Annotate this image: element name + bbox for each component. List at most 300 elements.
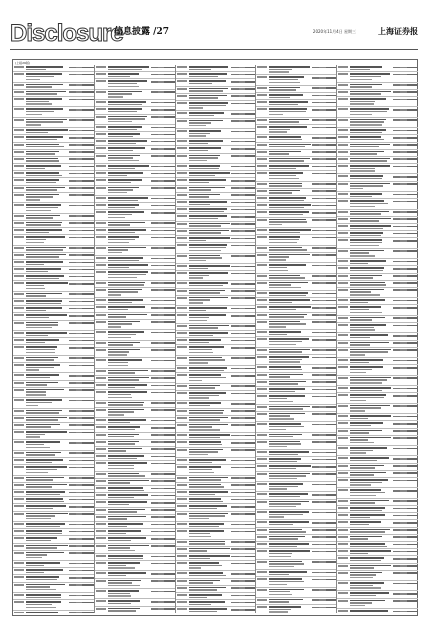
row-text [108, 480, 149, 482]
row-text [189, 454, 208, 455]
row-text [350, 144, 390, 146]
row-cell [407, 515, 418, 517]
row-text [269, 299, 309, 301]
row-text [177, 513, 187, 515]
table-row [95, 461, 176, 471]
row-text [26, 196, 53, 197]
row-text [269, 331, 301, 333]
table-row [337, 348, 418, 358]
row-text [269, 426, 303, 427]
row-text [269, 538, 298, 539]
row-text [338, 600, 348, 602]
row-cell [407, 448, 418, 450]
row-text [350, 536, 382, 538]
row-text [189, 580, 221, 582]
row-text [269, 136, 301, 138]
table-row [176, 146, 257, 153]
row-text [269, 153, 289, 154]
row-text [108, 384, 147, 386]
row-text [108, 187, 139, 189]
row-text [26, 217, 53, 218]
row-text [189, 437, 220, 438]
table-row [95, 235, 176, 245]
table-row [176, 94, 257, 101]
row-text [189, 410, 224, 412]
table-row [176, 139, 257, 146]
row-text [14, 229, 24, 231]
row-text [96, 572, 106, 574]
table-row [13, 97, 94, 107]
table-row [13, 274, 94, 281]
row-text [189, 204, 211, 205]
row-text [108, 600, 140, 602]
row-text [338, 193, 348, 195]
row-text [26, 66, 63, 68]
table-row [176, 79, 257, 86]
table-row [95, 348, 176, 358]
row-text [350, 567, 374, 568]
row-cell [82, 283, 93, 285]
row-text [108, 207, 135, 208]
table-row [256, 560, 337, 570]
row-text [269, 556, 291, 557]
row-text [14, 530, 24, 532]
row-text [189, 187, 226, 189]
table-row [13, 135, 94, 142]
row-text [108, 126, 143, 128]
row-text [177, 441, 187, 443]
row-text [14, 247, 24, 249]
row-text [96, 441, 106, 443]
row-text [108, 504, 129, 505]
row-text [269, 101, 307, 103]
table-row [256, 549, 337, 559]
row-text [269, 546, 297, 547]
table-row [176, 331, 257, 338]
row-text [350, 196, 372, 197]
row-text [177, 580, 187, 582]
row-text [350, 306, 381, 308]
row-text [26, 547, 57, 548]
row-text [108, 155, 140, 157]
row-text [257, 451, 267, 453]
table-row [176, 440, 257, 447]
row-text [269, 369, 302, 370]
row-cell [82, 130, 93, 132]
table-row [13, 568, 94, 575]
row-text [189, 165, 221, 167]
table-row [176, 193, 257, 200]
row-text [189, 97, 219, 98]
disclosure-table [12, 59, 418, 616]
row-text [189, 567, 202, 568]
table-row [256, 337, 337, 347]
row-text [177, 548, 187, 550]
row-text [269, 89, 295, 90]
row-text [14, 108, 24, 110]
row-text [189, 327, 218, 328]
table-row [95, 178, 176, 185]
row-text [269, 486, 297, 487]
row-text [26, 589, 56, 590]
row-text [14, 399, 24, 401]
row-text [350, 124, 382, 125]
table-row [176, 373, 257, 383]
row-text [350, 319, 372, 320]
row-text [189, 359, 226, 360]
row-cell [82, 84, 93, 86]
row-cell [407, 480, 418, 482]
row-text [257, 151, 267, 153]
row-text [14, 477, 24, 479]
row-text [338, 66, 348, 68]
row-text [108, 603, 131, 604]
row-text [257, 190, 267, 192]
row-text [26, 86, 52, 87]
row-text [14, 562, 24, 564]
row-text [189, 282, 229, 284]
row-text [350, 369, 371, 370]
table-row [256, 464, 337, 471]
row-text [269, 334, 287, 335]
row-text [108, 277, 137, 278]
table-row [95, 472, 176, 479]
row-text [189, 597, 208, 598]
row-text [177, 88, 187, 90]
row-text [350, 572, 381, 574]
row-text [350, 482, 382, 483]
row-text [338, 175, 348, 177]
table-row [95, 408, 176, 418]
table-row [176, 600, 257, 607]
row-text [257, 406, 267, 408]
row-text [108, 402, 144, 404]
row-text [108, 182, 131, 183]
row-text [350, 302, 368, 303]
table-row [13, 561, 94, 568]
row-text [257, 108, 267, 110]
row-cell [407, 465, 418, 467]
row-text [269, 183, 301, 185]
table-row [256, 218, 337, 228]
row-text [269, 302, 292, 303]
row-text [189, 536, 211, 537]
row-text [189, 225, 221, 226]
table-row [256, 472, 337, 482]
row-cell [82, 67, 93, 69]
row-text [96, 147, 106, 149]
row-text [96, 480, 106, 482]
row-text [269, 242, 297, 243]
row-text [26, 254, 66, 256]
row-cell [407, 335, 418, 337]
row-text [189, 107, 203, 108]
table-row [256, 500, 337, 510]
table-row [337, 323, 418, 333]
row-text [350, 111, 386, 112]
row-text [350, 452, 366, 453]
row-text [257, 589, 267, 591]
table-row [95, 313, 176, 320]
row-text [189, 268, 209, 269]
row-cell [82, 74, 93, 76]
table-row [13, 72, 94, 82]
row-text [26, 175, 62, 176]
row-text [26, 382, 58, 384]
row-text [14, 144, 24, 146]
row-text [338, 536, 348, 538]
table-row [13, 490, 94, 497]
row-text [350, 329, 375, 330]
row-cell [407, 300, 418, 302]
row-text [96, 126, 106, 128]
table-row [256, 157, 337, 164]
row-text [269, 249, 306, 250]
row-text [338, 387, 348, 389]
row-text [257, 254, 267, 256]
table-row [13, 423, 94, 430]
row-text [350, 510, 382, 511]
row-text [269, 119, 309, 121]
table-row [337, 333, 418, 340]
row-text [189, 155, 221, 157]
table-row [337, 549, 418, 556]
row-text [14, 505, 24, 507]
row-text [108, 66, 149, 68]
row-text [26, 565, 44, 566]
row-text [108, 473, 140, 475]
row-text [189, 335, 214, 336]
row-text [350, 382, 382, 383]
row-text [269, 282, 307, 284]
row-text [108, 582, 132, 583]
row-text [26, 579, 57, 580]
row-text [14, 73, 24, 75]
row-text [108, 501, 148, 503]
row-text [26, 146, 64, 147]
row-text [189, 69, 211, 70]
row-text [189, 102, 229, 104]
row-text [350, 93, 381, 94]
row-text [108, 414, 125, 415]
row-text [26, 268, 61, 270]
row-text [189, 392, 226, 394]
row-text [177, 102, 187, 104]
row-text [189, 160, 208, 161]
row-text [108, 252, 122, 253]
table-row [176, 607, 257, 613]
row-text [269, 524, 292, 525]
row-text [338, 472, 348, 474]
row-text [108, 610, 136, 611]
row-text [26, 207, 58, 208]
table-row [13, 321, 94, 331]
row-text [14, 66, 24, 68]
row-text [108, 121, 132, 122]
row-text [257, 126, 267, 128]
table-row [13, 164, 94, 171]
row-text [26, 295, 46, 296]
table-row [337, 456, 418, 463]
row-text [26, 103, 52, 104]
row-text [26, 314, 67, 316]
row-text [26, 339, 59, 341]
table-row [13, 536, 94, 543]
row-text [177, 95, 187, 97]
row-text [338, 529, 348, 531]
row-text [96, 101, 106, 103]
row-text [338, 73, 348, 75]
table-row [256, 528, 337, 535]
table-row [337, 266, 418, 273]
row-cell [82, 577, 93, 579]
table-row [13, 65, 94, 72]
row-text [269, 321, 300, 323]
row-cell [407, 137, 418, 139]
row-text [26, 479, 53, 480]
table-row [337, 224, 418, 231]
row-text [350, 467, 375, 468]
table-row [256, 330, 337, 337]
row-text [108, 224, 130, 225]
row-cell [82, 584, 93, 586]
row-text [26, 335, 48, 336]
row-cell [407, 250, 418, 252]
row-text [350, 119, 386, 121]
table-row [13, 90, 94, 97]
row-text [257, 299, 267, 301]
table-row [95, 298, 176, 305]
row-text [189, 367, 227, 369]
row-text [350, 394, 386, 396]
row-text [26, 505, 66, 507]
row-text [177, 484, 187, 486]
row-text [26, 322, 58, 324]
row-text [108, 118, 145, 119]
table-row [256, 412, 337, 422]
row-text [26, 572, 44, 573]
row-text [269, 571, 306, 573]
row-text [350, 84, 382, 86]
row-cell [407, 325, 418, 327]
row-cell [407, 67, 418, 69]
row-cell [82, 262, 93, 264]
table-row [337, 421, 418, 428]
row-text [257, 275, 267, 277]
row-text [257, 247, 267, 249]
row-text [350, 151, 384, 153]
row-text [177, 223, 187, 225]
row-text [338, 572, 348, 574]
row-text [108, 93, 132, 94]
row-text [14, 307, 24, 309]
row-text [189, 201, 227, 203]
row-text [108, 306, 145, 308]
row-text [269, 413, 305, 415]
table-row [13, 143, 94, 150]
row-text [350, 577, 372, 578]
row-text [108, 282, 145, 284]
row-text [269, 264, 305, 266]
row-text [26, 612, 58, 613]
row-text [108, 475, 145, 476]
row-text [350, 245, 379, 246]
row-cell [82, 531, 93, 533]
row-text [14, 268, 24, 270]
row-text [189, 168, 219, 169]
table-row [337, 83, 418, 90]
row-text [189, 255, 220, 257]
table-row [256, 281, 337, 291]
row-text [269, 190, 300, 192]
row-cell [82, 347, 93, 349]
table-row [13, 267, 94, 274]
table-row [13, 440, 94, 450]
row-text [26, 562, 60, 564]
row-text [26, 222, 62, 224]
table-row [337, 174, 418, 181]
row-text [177, 417, 187, 419]
row-text [338, 377, 348, 379]
row-text [189, 555, 231, 557]
row-text [338, 447, 348, 449]
row-text [14, 236, 24, 238]
table-row [337, 358, 418, 365]
row-text [14, 459, 24, 461]
row-text [338, 282, 348, 284]
row-text [26, 452, 61, 454]
row-text [26, 236, 65, 238]
row-text [269, 247, 302, 249]
row-text [189, 526, 219, 527]
row-text [189, 143, 209, 144]
table-row [13, 497, 94, 504]
row-text [350, 218, 391, 220]
table-row [256, 189, 337, 196]
row-text [108, 455, 144, 457]
row-text [269, 361, 300, 362]
row-text [269, 581, 304, 582]
table-row [256, 171, 337, 181]
row-text [350, 465, 384, 467]
row-text [189, 237, 231, 239]
row-text [350, 79, 372, 80]
row-text [350, 139, 383, 140]
row-text [26, 494, 60, 495]
row-text [26, 114, 42, 115]
row-text [269, 561, 302, 563]
row-text [108, 172, 144, 174]
row-text [189, 397, 210, 398]
row-text [338, 267, 348, 269]
row-cell [407, 317, 418, 319]
row-text [108, 236, 139, 238]
row-text [189, 498, 222, 500]
row-cell [407, 558, 418, 560]
row-text [350, 362, 369, 363]
row-text [257, 434, 267, 436]
table-row [176, 281, 257, 288]
row-text [108, 86, 140, 87]
row-text [350, 437, 391, 439]
table-row [13, 504, 94, 511]
row-text [338, 165, 348, 167]
row-text [350, 543, 384, 545]
row-text [350, 538, 368, 539]
table-row [176, 271, 257, 281]
row-text [269, 219, 305, 221]
row-cell [407, 437, 418, 439]
